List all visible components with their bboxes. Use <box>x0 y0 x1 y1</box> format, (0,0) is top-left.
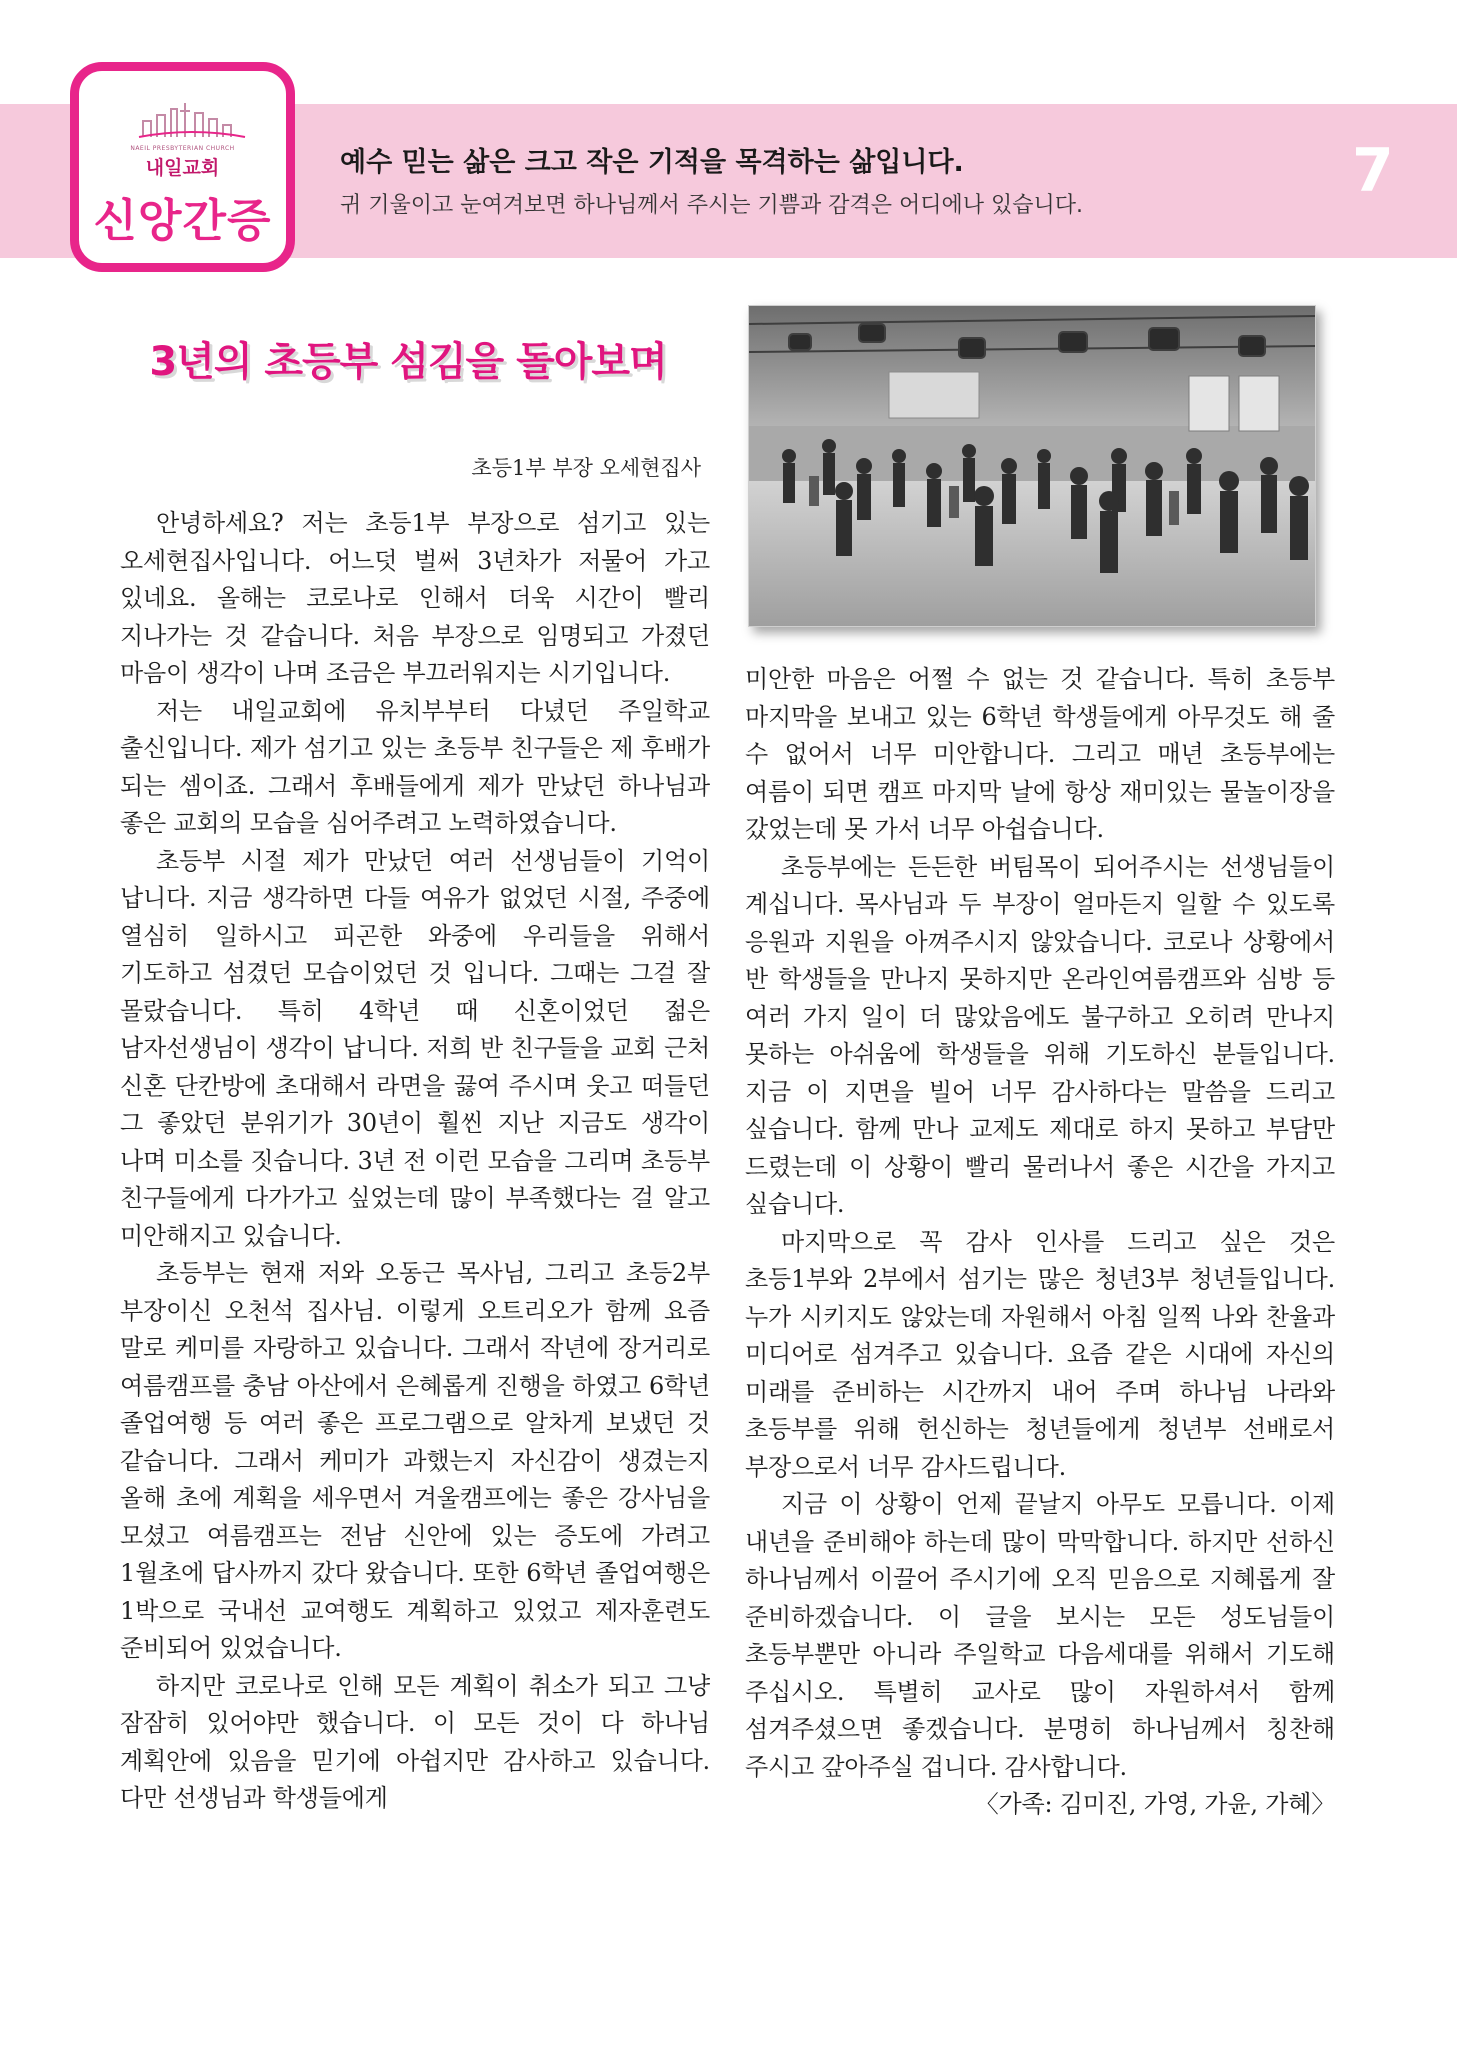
paragraph: 저는 내일교회에 유치부부터 다녔던 주일학교 출신입니다. 제가 섬기고 있는 초등부 친구들은 제 후배가 되는 셈이죠. 그래서 후배들에게 제가 만났던 하나님과 좋은 교회의 모습을 심어주려고 노력하였습니다. <box>120 696 710 837</box>
article-column-1 <box>120 505 710 1818</box>
section-title: 신앙간증 <box>93 194 272 247</box>
paragraph: 하지만 코로나로 인해 모든 계획이 취소가 되고 그냥 잠잠히 있어야만 했습니다. 이 모든 것이 다 하나님 계획안에 있음을 믿기에 아쉽지만 감사하고 있습니다. 다만 선생님과 학생들에게 <box>120 1671 710 1812</box>
header-headline: 예수 믿는 삶은 크고 작은 기적을 목격하는 삶입니다. <box>340 147 964 178</box>
article-title: 3년의 초등부 섬김을 돌아보며 <box>149 339 667 385</box>
paragraph: 미안한 마음은 어쩔 수 없는 것 같습니다. 특히 초등부 마지막을 보내고 있는 6학년 학생들에게 아무것도 해 줄 수 없어서 너무 미안합니다. 그리고 매년 초등부에는 여름이 되면 캠프 마지막 날에 항상 재미있는 물놀이장을 갔었는데 못 가서 너무 아쉽습니다. <box>745 665 1335 843</box>
section-logo <box>70 62 295 272</box>
children-assembly-photo-image <box>749 306 1315 626</box>
church-english-name: NAEIL PRESBYTERIAN CHURCH <box>130 145 235 152</box>
paragraph: 초등부는 현재 저와 오동근 목사님, 그리고 초등2부 부장이신 오천석 집사님. 이렇게 오트리오가 함께 요즘 말로 케미를 자랑하고 있습니다. 그래서 작년에 장거리로 여름캠프를 충남 아산에서 은혜롭게 진행을 하였고 6학년 졸업여행 등 여러 좋은 프로그램으로 알차게 보냈던 것 같습니다. 그래서 케미가 과했는지 자신감이 생겼는지 올해 초에 계획을 세우면서 겨울캠프에는 좋은 강사님을 모셨고 여름캠프는 전남 신안에 있는 증도에 가려고 1월초에 답사까지 갔다 왔습니다. 또한 6학년 졸업여행은 1박으로 국내선 교여행도 계획하고 있었고 제자훈련도 준비되어 있었습니다. <box>120 1259 710 1662</box>
page-number: 7 <box>1352 136 1394 206</box>
article-column-2 <box>745 661 1335 1824</box>
paragraph: 초등부 시절 제가 만났던 여러 선생님들이 기억이 납니다. 지금 생각하면 다들 여유가 없었던 시절, 주중에 열심히 일하시고 피곤한 와중에 우리들을 위해서 기도하고 섬겼던 모습이었던 것 입니다. 그때는 그걸 잘 몰랐습니다. 특히 4학년 때 신혼이었던 젊은 남자선생님이 생각이 납니다. 저희 반 친구들을 교회 근처 신혼 단칸방에 초대해서 라면을 끓여 주시며 웃고 떠들던 그 좋았던 분위기가 30년이 훨씬 지난 지금도 생각이 나며 미소를 짓습니다. 3년 전 이런 모습을 그리며 초등부 친구들에게 다가가고 싶었는데 많이 부족했다는 걸 알고 미안해지고 있습니다. <box>120 846 710 1250</box>
church-skyline-icon <box>137 99 247 141</box>
header-subheadline: 귀 기울이고 눈여겨보면 하나님께서 주시는 기쁨과 감격은 어디에나 있습니다. <box>340 193 1084 218</box>
article-byline: 초등1부 부장 오세현집사 <box>471 456 701 480</box>
church-name: 내일교회 <box>145 157 220 179</box>
family-signature: 〈가족: 김미진, 가영, 가윤, 가혜〉 <box>974 1790 1335 1818</box>
paragraph: 마지막으로 꼭 감사 인사를 드리고 싶은 것은 초등1부와 2부에서 섬기는 많은 청년3부 청년들입니다. 누가 시키지도 않았는데 자원해서 아침 일찍 나와 찬율과 미디어로 섬겨주고 있습니다. 요즘 같은 시대에 자신의 미래를 준비하는 시간까지 내어 주며 하나님 나라와 초등부를 위해 헌신하는 청년들에게 청년부 선배로서 부장으로서 너무 감사드립니다. <box>745 1227 1335 1481</box>
paragraph: 안녕하세요? 저는 초등1부 부장으로 섬기고 있는 오세현집사입니다. 어느덧 벌써 3년차가 저물어 가고 있네요. 올해는 코로나로 인해서 더욱 시간이 빨리 지나가는 것 같습니다. 처음 부장으로 임명되고 가졌던 마음이 생각이 나며 조금은 부끄러워지는 시기입니다. <box>120 509 710 687</box>
article-photo <box>748 305 1316 627</box>
paragraph: 초등부에는 든든한 버팀목이 되어주시는 선생님들이 계십니다. 목사님과 두 부장이 얼마든지 일할 수 있도록 응원과 지원을 아껴주시지 않았습니다. 코로나 상황에서 반 학생들을 만나지 못하지만 온라인여름캠프와 심방 등 여러 가지 일이 더 많았음에도 불구하고 오히려 만나지 못하는 아쉬움에 학생들을 위해 기도하신 분들입니다. 지금 이 지면을 빌어 너무 감사하다는 말씀을 드리고 싶습니다. 함께 만나 교제도 제대로 하지 못하고 부담만 드렸는데 이 상황이 빨리 물러나서 좋은 시간을 가지고 싶습니다. <box>745 852 1335 1218</box>
paragraph: 지금 이 상황이 언제 끝날지 아무도 모릅니다. 이제 내년을 준비해야 하는데 많이 막막합니다. 하지만 선하신 하나님께서 이끌어 주시기에 오직 믿음으로 지혜롭게 잘 준비하겠습니다. 이 글을 보시는 모든 성도님들이 초등부뿐만 아니라 주일학교 다음세대를 위해서 기도해 주십시오. 특별히 교사로 많이 자원하셔서 함께 섬겨주셨으면 좋겠습니다. 분명히 하나님께서 칭찬해 주시고 갚아주실 겁니다. 감사합니다. <box>745 1490 1335 1781</box>
